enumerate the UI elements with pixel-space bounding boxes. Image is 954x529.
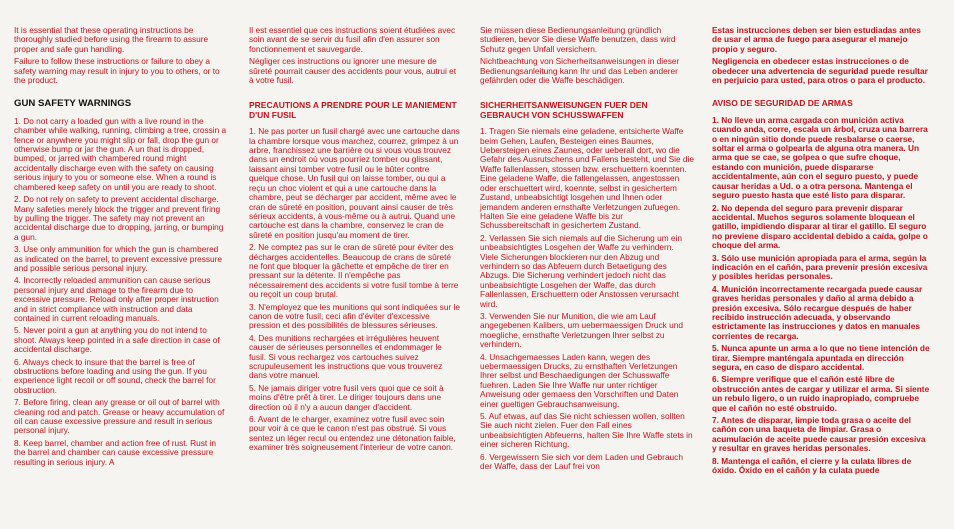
spanish-item-6: 6. Siempre verifique que el cañón esté libre de obstrucción antes de cargar y utilizar el arma. Si siente un rebulo ligero, o un ruido inapropiado, compruebe que el cañón no esté obstruido. xyxy=(712,374,930,413)
french-item-6: 6. Avant de le charger, examinez votre fusil avec soin pour voir à ce que le canon n'est pas obstrué. Si vous sentez un léger recul ou entendez une détonation faible, examiner très soigneusement l'interieur de votre canon. xyxy=(249,414,456,453)
french-item-1: 1. Ne pas porter un fusil chargé avec une cartouche dans la chambre lorsque vous marchez, courrez, grimpez à un arbre, franchissez une barrière ou si vous vous trouvez dans un endroit où vous pourriez tomber ou glissant, laissant ainsi tomber votre fusil ou le bûter contre quelque chose. Un fusil qui on laisse tomber, ou qui a reçu un choc violent et qui a une cartouche dans la chambre, peut se décharger par accident, même avec le cran de sûreté en position, pouvant ainsi causer de très sérieux accidents, à vous-même ou à autrui. Quand une cartouche est dans la chambre, conservez le cran de sûreté en position jusqu'au moment de tirer. xyxy=(249,126,460,240)
english-item-5: 5. Never point a gun at anything you do not intend to shoot. Always keep pointed in a safe direction in case of accidental discharge. xyxy=(14,325,220,355)
english-item-6: 6. Always check to insure that the barrel is free of obstructions before loading and using the gun. If you experience light recoil or off sound, check the barrel for obstruction. xyxy=(14,356,216,395)
english-intro-2: Failure to follow these instructions or failure to obey a safety warning may result in injury to you to others, or to the product. xyxy=(14,56,220,86)
german-item-4: 4. Unsachgemaesses Laden kann, wegen des uebermaessigen Drucks, zu ernsthaften Verletzungen Ihrer selbst und Beschaedigungen der Schusswaffe fuehren. Laden Sie Ihre Waffe nur unter richtiger Anweisung oder gemaess den Vorschriften und Daten einer gueltigen Gebrauchsanweisung. xyxy=(480,351,679,409)
german-intro-1: Sie müssen diese Bedienungsanleitung gründlich studieren, bevor Sie diese Waffe benutzen, dass wird Schutz gegen Unfall versichern. xyxy=(480,25,676,54)
german-item-2: 2. Verlassen Sie sich niemals auf die Sicherung um ein unbeabsichtigtes Losgehen der Waffe zu verhindern. Viele Sicherungen blockieren nur den Abzug und verhindern so das Abfeuern durch Betaetigung des Abzugs. Die Sicherung verhindert jedoch nicht das unbeabsichtigte Losgehen der Waffe, das durch Fallenlassen, Erschuettern oder Anstossen verursacht wird. xyxy=(480,232,683,309)
french-title: PRECAUTIONS A PRENDRE POUR LE MANIEMENT D'UN FUSIL xyxy=(249,100,457,120)
spanish-item-8: 8. Mantenga el cañón, el cierre y la culata libres de óxido. Óxido en el cañón y la culata puede xyxy=(712,455,912,476)
english-item-2: 2. Do not rely on safety to prevent accidental discharge. Many safeties merely block the trigger and prevent firing by pulling the trigger. The safety may not prevent an accidental discharge due to dropping, jarring, or bumping a gun. xyxy=(14,194,224,242)
french-item-3: 3. N'employez que les munitions qui sont indiquées sur le canon de votre fusil, ceci afin d'éviter d'excessive pression et des possibilités de blessures sérieuses. xyxy=(249,301,460,331)
english-title: GUN SAFETY WARNINGS xyxy=(14,98,132,110)
spanish-title: AVISO DE SEGURIDAD DE ARMAS xyxy=(712,98,853,109)
english-intro-1: It is essential that these operating instructions be thoroughly studied before using the firearm to assure proper and safe gun handling. xyxy=(14,25,209,54)
spanish-item-3: 3. Sólo use munición apropiada para el arma, según la indicación en el cañón, para prevenir presión excesiva y posibles heridas personales. xyxy=(712,252,928,282)
german-column xyxy=(480,26,694,474)
english-item-1: 1. Do not carry a loaded gun with a live round in the chamber while walking, running, climbing a tree, crossin a fence or anywhere you might slip or fall, drop the gun or otherwise bump or jar the gun. A un that is dropped, bumped, or jarred with chambered round might accidentally discharge even with the safety on causing serious injury to you or someone else. When a round is chambered keep safety on until you are ready to shoot. xyxy=(14,115,227,192)
german-item-3: 3. Verwenden Sie nur Munition, die wie am Lauf angegebenen Kalibers, um uebermaessigen Druck und moegliche, ernsthafte Verletzungen Ihrer selbst zu verhindern. xyxy=(480,310,683,350)
french-item-2: 2. Ne comptez pas sur le cran de sûreté pour éviter des décharges accidentelles. Beaucoup de crans de sûreté ne font que bloquer la gâchette et empêche de tirer en pressant sur la détente. Il n'empêche pas nécessairement des accidents si votre fusil tombe à terre ou reçoit un coup brutal. xyxy=(249,242,459,300)
german-item-6: 6. Vergewissern Sie sich vor dem Laden und Gebrauch der Waffe, dass der Lauf frei von xyxy=(480,451,683,472)
french-item-5: 5. Ne jamais diriger votre fusil vers quoi que ce soit à moins d'être prêt à tirer. Le diriger toujours dans une direction où il n'y a aucun danger d'accident. xyxy=(249,382,444,412)
german-item-1: 1. Tragen Sie niemals eine geladene, entsicherte Waffe beim Gehen, Laufen, Besteigen eines Baumes, Uebersteigen eines Zaunes, oder ueberall dort, wo die Gefahr des Ausrutschens und Fallens besteht, und Sie die Waffe fallenlassen, stossen bzw. erschuettern koennten. Eine geladene Waffe, die fallengelassen, angestossen oder erschuettert wird, koennte, selbst in gesichertem Zustand, unbeabsichtigt losgehen und Ihnen oder jemandem anderen ernsthafte Verletzungen zufuegen. Halten Sie eine geladene Waffe bis zur Schussbereitschaft in gesichertem Zustand. xyxy=(480,126,695,231)
english-item-3: 3. Use only ammunition for which the gun is chambered as indicated on the barrel, to prevent excessive pressure and possible serious personal injury. xyxy=(14,244,222,273)
french-column xyxy=(249,26,461,456)
english-item-8: 8. Keep barrel, chamber and action free of rust. Rust in the barrel and chamber can cause excessive pressure resulting in serious injury. A xyxy=(14,437,216,467)
french-item-4: 4. Des munitions rechargées et irrégulières heuvent causer de sérieuses personnelles et endommager le fusil. Si vous rechargez vos cartouches suivez scrupuleusement les instructions que vous trouverez dans votre manuel. xyxy=(249,332,443,381)
spanish-column xyxy=(712,26,932,478)
german-intro-2: Nichtbeachtung von Sicherheitsanweisungen in dieser Bedienungsanleitung kann Ihr und das Leben anderer gefährden oder die Waffe beschädigen. xyxy=(480,56,680,86)
spanish-intro-1: Estas instrucciones deben ser bien estudiadas antes de usar el arma de fuego para asegurar el manejo propio y seguro. xyxy=(712,25,921,54)
french-intro-1: Il est essentiel que ces instructions soient étudiées avec soin avant de se servir du fusil afin d'en assurer son fonctionnement et sauvegarde. xyxy=(249,25,456,54)
spanish-item-4: 4. Munición incorrectamente recargada puede causar graves heridas personales y daño al arma debido a presión excesiva. Sólo recargue después de haber recibido instrucción adecuada, y observando estrictamente las instrucciones y datos en manuales corrientes de recarga. xyxy=(712,283,923,341)
spanish-item-7: 7. Antes de disparar, limpie toda grasa o aceite del cañón con una baqueta de limpiar. Grasa o acumulación de aceite puede causar presión excesiva y resultar en graves heridas personales. xyxy=(712,415,926,454)
spanish-item-5: 5. Nunca apunte un arma a lo que no tiene intención de tirar. Siempre manténgala apuntada en dirección segura, en caso de disparo accidental. xyxy=(712,343,930,372)
spanish-intro-2: Negligencia en obedecer estas instrucciones o de obedecer una advertencia de seguridad puede resultar en perjuicio para usted, para otros o para el producto. xyxy=(712,56,928,86)
spanish-item-2: 2. No dependa del seguro para prevenir disparar accidental. Muchos seguros solamente bloquean el gatillo, impidiendo disparar al tirar el gatillo. El seguro no previene disparo accidental debido a caída, golpe o choque del arma. xyxy=(712,202,928,251)
english-item-4: 4. Incorrectly reloaded ammunition can cause serious personal injury and damage to the firearm due to excessive pressure. Reload only after proper instruction and in strict compliance with instruction and data contained in current reloading manuals. xyxy=(14,275,219,323)
spanish-item-1: 1. No lleve un arma cargada con munición activa cuando anda, corre, escala un árbol, cruza una barrera o en ningún sitio donde puede resbalarse o caerse, soltar el arma o golpearla de alguna otra manera. Un arma que se cae, se golpea o que sufre choque, estando con munición, puede dispararse accidentalmente, aún con el seguro puesto, y puede causar heridas a Ud. o a otra persona. Mantenga el seguro puesto hasta que esté listo para disparar. xyxy=(712,114,928,201)
french-intro-2: Négliger ces instructions ou ignorer une mesure de sûreté pourrait causer des accidents pour vous, autrui et à votre fusil. xyxy=(249,56,457,86)
english-column xyxy=(14,26,228,470)
german-item-5: 5. Auf etwas, auf das Sie nicht schiessen wollen, sollten Sie auch nicht zielen. Fuer den Fall eines unbeabsichtigten Abfeuerns, halten Sie Ihre Waffe stets in einer sicheren Richtung. xyxy=(480,411,693,450)
english-item-7: 7. Before firing, clean any grease or oil out of barrel with cleaning rod and patch. Grease or heavy accumulation of oil can cause excessive pressure and result in serious personal injury. xyxy=(14,397,225,436)
german-title: SICHERHEITSANWEISUNGEN FUER DEN GEBRAUCH VON SCHUSSWAFFEN xyxy=(480,100,648,120)
